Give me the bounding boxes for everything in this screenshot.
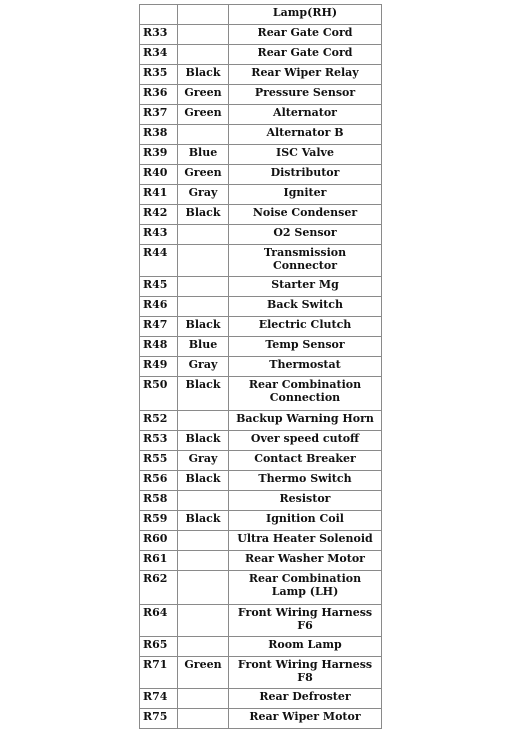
component-name: Rear Wiper Motor <box>229 709 382 729</box>
wire-color <box>178 125 229 145</box>
table-row <box>140 357 382 377</box>
table-row <box>140 165 382 185</box>
wire-color: Gray <box>178 185 229 205</box>
wire-color <box>178 571 229 605</box>
table-row <box>140 657 382 689</box>
connector-code: R58 <box>140 491 178 511</box>
table-row <box>140 105 382 125</box>
connector-code: R45 <box>140 277 178 297</box>
wire-color: Blue <box>178 145 229 165</box>
connector-code: R50 <box>140 377 178 411</box>
connector-code: R53 <box>140 431 178 451</box>
table-row <box>140 605 382 637</box>
connector-code: R40 <box>140 165 178 185</box>
component-name: Rear Wiper Relay <box>229 65 382 85</box>
component-name: Back Switch <box>229 297 382 317</box>
table-row <box>140 85 382 105</box>
connector-code: R52 <box>140 411 178 431</box>
component-name: Transmission Connector <box>229 245 382 277</box>
connector-code: R35 <box>140 65 178 85</box>
component-name: ISC Valve <box>229 145 382 165</box>
table-row <box>140 145 382 165</box>
table-row <box>140 451 382 471</box>
component-name: Over speed cutoff <box>229 431 382 451</box>
connector-code: R65 <box>140 637 178 657</box>
table-row <box>140 297 382 317</box>
connector-code: R61 <box>140 551 178 571</box>
table-row <box>140 689 382 709</box>
table-row <box>140 45 382 65</box>
wire-color <box>178 245 229 277</box>
wire-color: Black <box>178 511 229 531</box>
connector-code: R48 <box>140 337 178 357</box>
component-name: Alternator B <box>229 125 382 145</box>
table-row <box>140 637 382 657</box>
wire-color <box>178 5 229 25</box>
component-name: Front Wiring Harness F6 <box>229 605 382 637</box>
component-name: Rear Gate Cord <box>229 25 382 45</box>
component-name: Electric Clutch <box>229 317 382 337</box>
wire-color <box>178 25 229 45</box>
connector-code: R64 <box>140 605 178 637</box>
component-name: Igniter <box>229 185 382 205</box>
component-name: Front Wiring Harness F8 <box>229 657 382 689</box>
table-row <box>140 245 382 277</box>
wire-color: Black <box>178 205 229 225</box>
connector-code: R37 <box>140 105 178 125</box>
table-row <box>140 317 382 337</box>
wire-color <box>178 491 229 511</box>
table-row <box>140 5 382 25</box>
component-name: Rear Combination Lamp (LH) <box>229 571 382 605</box>
wire-color <box>178 411 229 431</box>
component-name: Lamp(RH) <box>229 5 382 25</box>
wire-color: Gray <box>178 451 229 471</box>
connector-code: R55 <box>140 451 178 471</box>
connector-code: R47 <box>140 317 178 337</box>
connector-code: R62 <box>140 571 178 605</box>
wire-color <box>178 297 229 317</box>
table-row <box>140 709 382 729</box>
table-row <box>140 185 382 205</box>
table-row <box>140 411 382 431</box>
wire-color: Black <box>178 377 229 411</box>
connector-code: R59 <box>140 511 178 531</box>
component-name: Rear Washer Motor <box>229 551 382 571</box>
component-name: Rear Gate Cord <box>229 45 382 65</box>
component-name: Pressure Sensor <box>229 85 382 105</box>
wire-color: Black <box>178 471 229 491</box>
connector-code: R36 <box>140 85 178 105</box>
table-row <box>140 571 382 605</box>
table-row <box>140 277 382 297</box>
wire-color <box>178 45 229 65</box>
connector-table <box>139 4 382 729</box>
connector-code: R46 <box>140 297 178 317</box>
connector-code: R71 <box>140 657 178 689</box>
wire-color: Green <box>178 657 229 689</box>
connector-code: R56 <box>140 471 178 491</box>
component-name: O2 Sensor <box>229 225 382 245</box>
table-row <box>140 205 382 225</box>
wire-color: Blue <box>178 337 229 357</box>
wire-color: Gray <box>178 357 229 377</box>
component-name: Contact Breaker <box>229 451 382 471</box>
wire-color: Black <box>178 317 229 337</box>
wire-color: Green <box>178 85 229 105</box>
table-row <box>140 225 382 245</box>
table-row <box>140 377 382 411</box>
wire-color: Green <box>178 165 229 185</box>
component-name: Ignition Coil <box>229 511 382 531</box>
connector-code: R41 <box>140 185 178 205</box>
table-row <box>140 65 382 85</box>
connector-code: R34 <box>140 45 178 65</box>
connector-code: R33 <box>140 25 178 45</box>
wire-color <box>178 551 229 571</box>
connector-code: R75 <box>140 709 178 729</box>
connector-code: R39 <box>140 145 178 165</box>
table-row <box>140 471 382 491</box>
wire-color: Black <box>178 431 229 451</box>
component-name: Rear Combination Connection <box>229 377 382 411</box>
component-name: Rear Defroster <box>229 689 382 709</box>
wire-color <box>178 689 229 709</box>
connector-code: R44 <box>140 245 178 277</box>
table-row <box>140 491 382 511</box>
wire-color <box>178 225 229 245</box>
table-row <box>140 511 382 531</box>
connector-table-body <box>140 5 382 729</box>
component-name: Thermostat <box>229 357 382 377</box>
component-name: Alternator <box>229 105 382 125</box>
connector-code: R60 <box>140 531 178 551</box>
table-row <box>140 125 382 145</box>
connector-code <box>140 5 178 25</box>
connector-code: R43 <box>140 225 178 245</box>
wire-color <box>178 531 229 551</box>
component-name: Noise Condenser <box>229 205 382 225</box>
component-name: Ultra Heater Solenoid <box>229 531 382 551</box>
wire-color: Green <box>178 105 229 125</box>
connector-code: R38 <box>140 125 178 145</box>
component-name: Thermo Switch <box>229 471 382 491</box>
connector-code: R49 <box>140 357 178 377</box>
table-row <box>140 431 382 451</box>
component-name: Room Lamp <box>229 637 382 657</box>
table-row <box>140 337 382 357</box>
table-row <box>140 551 382 571</box>
table-row <box>140 531 382 551</box>
wire-color <box>178 277 229 297</box>
connector-code: R42 <box>140 205 178 225</box>
connector-code: R74 <box>140 689 178 709</box>
component-name: Distributor <box>229 165 382 185</box>
wire-color: Black <box>178 65 229 85</box>
table-row <box>140 25 382 45</box>
component-name: Temp Sensor <box>229 337 382 357</box>
wire-color <box>178 709 229 729</box>
wire-color <box>178 605 229 637</box>
component-name: Resistor <box>229 491 382 511</box>
component-name: Starter Mg <box>229 277 382 297</box>
component-name: Backup Warning Horn <box>229 411 382 431</box>
wire-color <box>178 637 229 657</box>
